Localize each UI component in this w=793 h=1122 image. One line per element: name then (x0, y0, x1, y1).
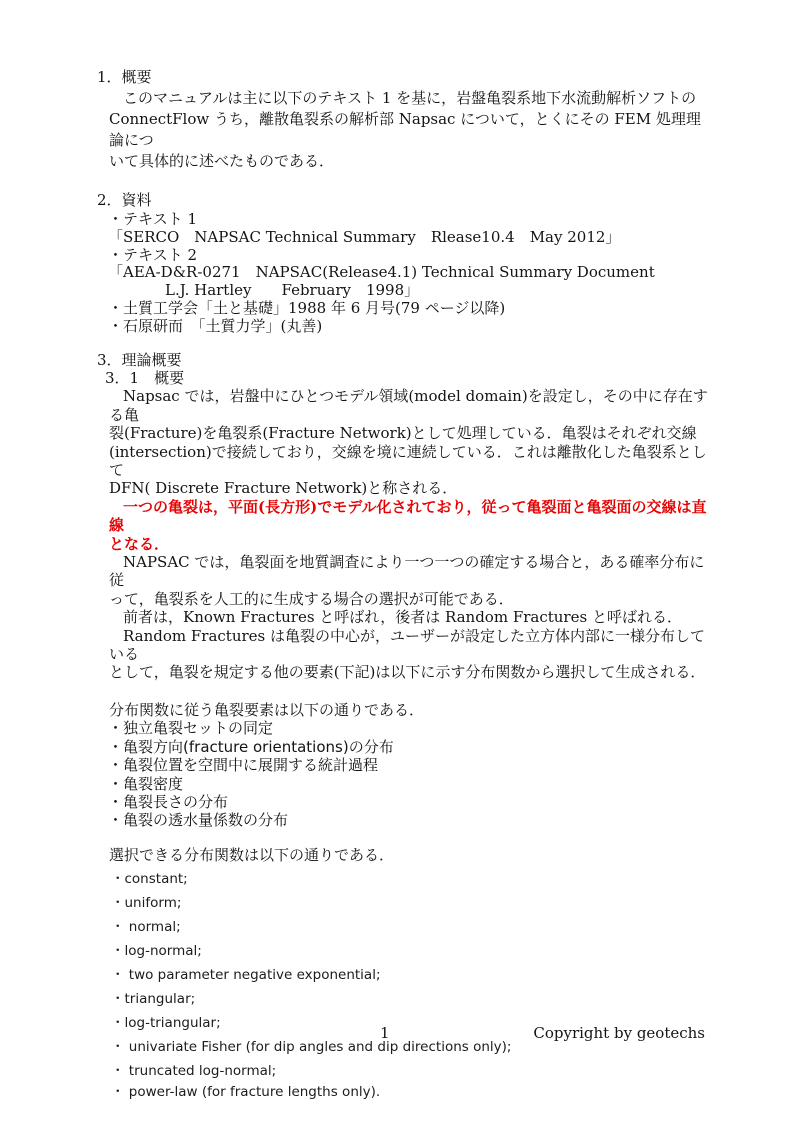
reference-list (97, 211, 713, 336)
section-overview (97, 67, 713, 172)
text-line: Random Fractures は亀裂の中心が，ユーザーが設定した立方体内部に一様分布している (109, 626, 705, 664)
page-number: 1 (380, 1024, 390, 1042)
distribution-item: ・ normal; (111, 919, 181, 936)
red-emphasis-line: となる． (109, 534, 170, 553)
reference-item: ・テキスト 2 (108, 245, 198, 264)
distribution-item: ・ two parameter negative exponential; (111, 967, 381, 984)
red-emphasis-line: 一つの亀裂は，平面(長方形)でモデル化されており，従って亀裂面と亀裂面の交線は直線 (109, 497, 707, 535)
distribution-item: ・log-triangular; (111, 1015, 221, 1032)
reference-item: ・土質工学会「土と基礎」1988 年 6 月号(79 ページ以降) (108, 298, 506, 317)
copyright-notice: Copyright by geotechs (533, 1024, 705, 1042)
text-line: 前者は，Known Fractures と呼ばれ，後者は Random Fractures と呼ばれる． (123, 608, 682, 627)
bullet-item: ・亀裂密度 (108, 774, 184, 793)
section-3-paragraph-1 (97, 387, 713, 497)
distribution-item: ・uniform; (111, 895, 182, 912)
distribution-item: ・triangular; (111, 991, 196, 1008)
page-footer (97, 1024, 709, 1044)
distribution-item: ・constant; (111, 871, 188, 888)
fracture-elements-list (97, 701, 713, 830)
section-theory (97, 351, 713, 682)
text-line: NAPSAC では，亀裂面を地質調査により一つ一つの確定する場合と，ある確率分布に従 (109, 553, 705, 590)
list-intro: 分布関数に従う亀裂要素は以下の通りである． (109, 700, 425, 719)
bullet-item: ・独立亀裂セットの同定 (108, 719, 274, 738)
section-references (97, 190, 713, 336)
bullet-item (108, 738, 713, 756)
text-line: Napsac では，岩盤中にひとつモデル領域(model domain)を設定し，その中に存在する亀 (109, 387, 708, 424)
distribution-item: ・ power-law (for fracture lengths only). (111, 1084, 381, 1101)
list-intro: 選択できる分布関数は以下の通りである． (109, 845, 395, 864)
text-line: いて具体的に述べたものである． (109, 152, 335, 170)
text-line: って，亀裂系を人工的に生成する場合の選択が可能である． (109, 589, 514, 608)
text-line: 裂(Fracture)を亀裂系(Fracture Network)として処理している．亀裂はそれぞれ交線 (109, 424, 697, 443)
distribution-item: ・log-normal; (111, 943, 202, 960)
bullet-item-latin-text: (fracture orientations) (183, 737, 349, 756)
section-1-heading: 1．概要 (97, 68, 152, 86)
bullet-item: ・亀裂位置を空間中に展開する統計過程 (108, 756, 379, 775)
reference-item: 「AEA-D&R-0271 NAPSAC(Release4.1) Technical Summary Document (108, 263, 655, 282)
red-emphasis-paragraph (97, 498, 713, 553)
text-line: このマニュアルは主に以下のテキスト 1 を基に，岩盤亀裂系地下水流動解析ソフトの (123, 89, 697, 107)
reference-item-continuation: L.J. Hartley February 1998」 (165, 281, 420, 300)
bullet-item-text: の分布 (348, 737, 394, 756)
distribution-functions-items (97, 871, 713, 1100)
section-2-heading: 2．資料 (97, 191, 152, 209)
text-line: (intersection)で接続しており，交線を境に連続している．これは離散化した亀裂系として (109, 442, 707, 480)
document-content (97, 67, 713, 1105)
reference-item: ・石原研而 「土質力学」(丸善) (108, 316, 323, 335)
bullet-item: ・亀裂の透水量係数の分布 (108, 811, 289, 830)
text-line: として，亀裂を規定する他の要素(下記)は以下に示す分布関数から選択して生成される． (109, 663, 706, 682)
section-3-paragraph-2 (97, 553, 713, 682)
text-line: DFN( Discrete Fracture Network)と称される． (109, 479, 458, 498)
bullet-item-text: ・亀裂方向 (108, 737, 184, 756)
reference-item: ・テキスト 1 (108, 210, 198, 228)
fracture-elements-items (97, 719, 713, 829)
distribution-item: ・ truncated log-normal; (111, 1063, 277, 1080)
text-line: ConnectFlow うち，離散亀裂系の解析部 Napsac について，とくにその FEM 処理理論につ (109, 110, 701, 149)
section-3-1-subheading: 3．1 概要 (105, 368, 185, 387)
distribution-functions-list (97, 846, 713, 1100)
section-1-paragraph (97, 88, 713, 172)
section-3-heading: 3．理論概要 (97, 350, 182, 369)
reference-item: 「SERCO NAPSAC Technical Summary Rlease10.4 May 2012」 (108, 227, 621, 246)
bullet-item: ・亀裂長さの分布 (108, 792, 229, 811)
distribution-item: ・ univariate Fisher (for dip angles and dip directions only); (111, 1039, 512, 1056)
